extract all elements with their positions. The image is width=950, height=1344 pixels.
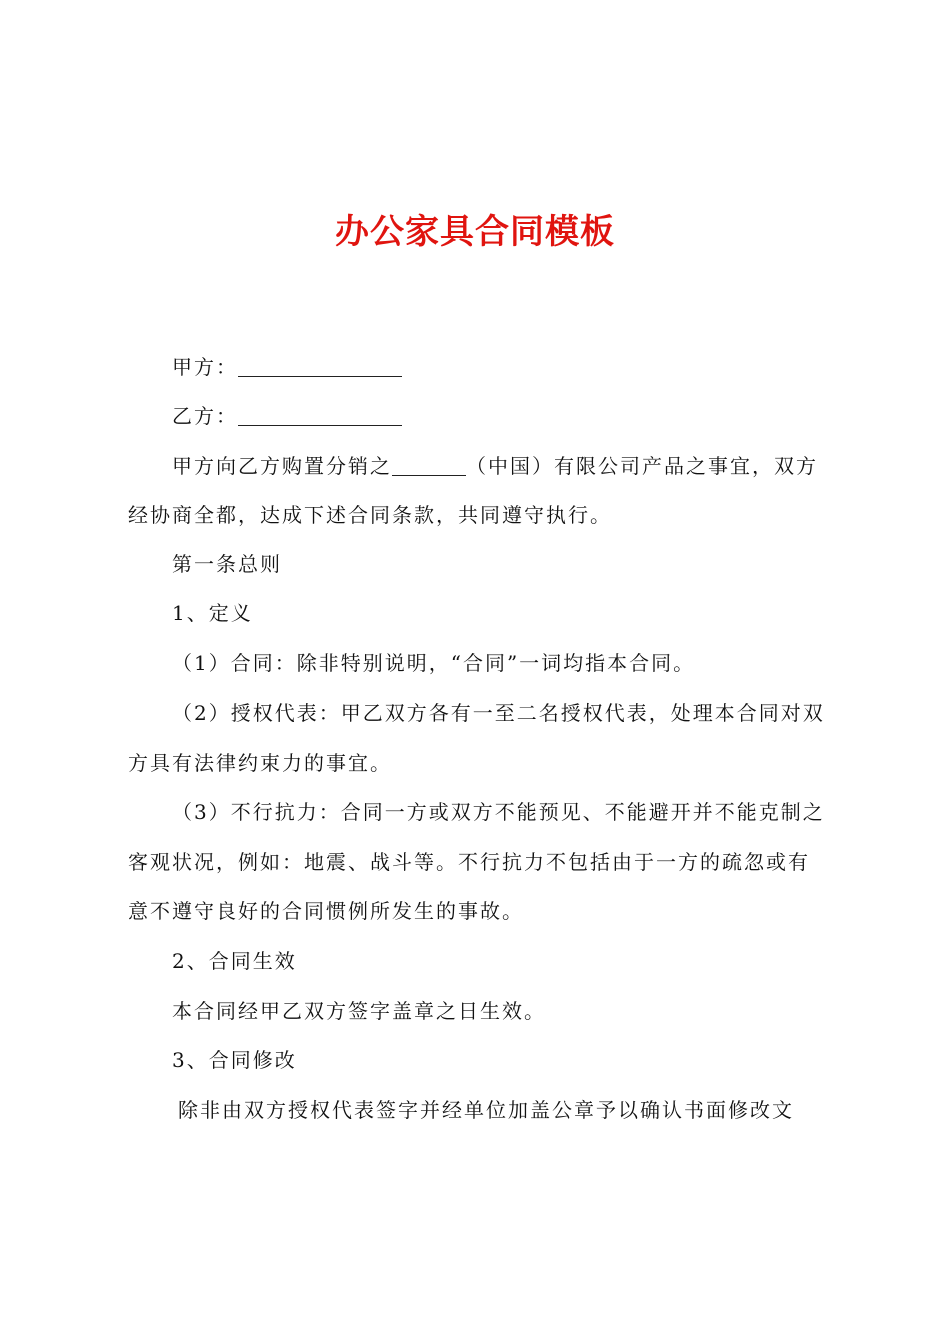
section-3-heading: 3、合同修改: [172, 1048, 297, 1072]
intro-text-b: （中国）有限公司产品之事宜，双方: [466, 454, 818, 478]
definition-3-line-2: 客观状况，例如：地震、战斗等。不行抗力不包括由于一方的疏忽或有: [128, 850, 810, 874]
party-b-line: [172, 401, 876, 431]
intro-paragraph-line-2: 经协商全都，达成下述合同条款，共同遵守执行。: [128, 503, 612, 527]
section-2-heading: 2、合同生效: [172, 949, 297, 973]
definition-3-line-1: （3）不行抗力：合同一方或双方不能预见、不能避开并不能克制之: [172, 800, 825, 824]
definition-2-line-1: （2）授权代表：甲乙双方各有一至二名授权代表，处理本合同对双: [172, 701, 825, 725]
section-1-heading: 1、定义: [172, 601, 253, 625]
party-a-line: [172, 352, 876, 382]
intro-text-a: 甲方向乙方购置分销之: [172, 454, 392, 478]
definition-2-line-2: 方具有法律约束力的事宜。: [128, 751, 392, 775]
party-a-label: 甲方：: [172, 355, 238, 379]
intro-paragraph-line-1: [172, 451, 876, 481]
party-b-blank: [238, 405, 402, 426]
section-2-text: 本合同经甲乙双方签字盖章之日生效。: [172, 999, 546, 1023]
definition-1: （1）合同：除非特别说明，“合同”一词均指本合同。: [172, 651, 696, 675]
company-blank: [392, 455, 466, 476]
document-title: 办公家具合同模板: [335, 212, 615, 252]
definition-3-line-3: 意不遵守良好的合同惯例所发生的事故。: [128, 899, 524, 923]
party-b-label: 乙方：: [172, 404, 238, 428]
article-1-heading: 第一条总则: [172, 552, 282, 576]
section-3-text: 除非由双方授权代表签字并经单位加盖公章予以确认书面修改文: [178, 1098, 794, 1122]
party-a-blank: [238, 356, 402, 377]
